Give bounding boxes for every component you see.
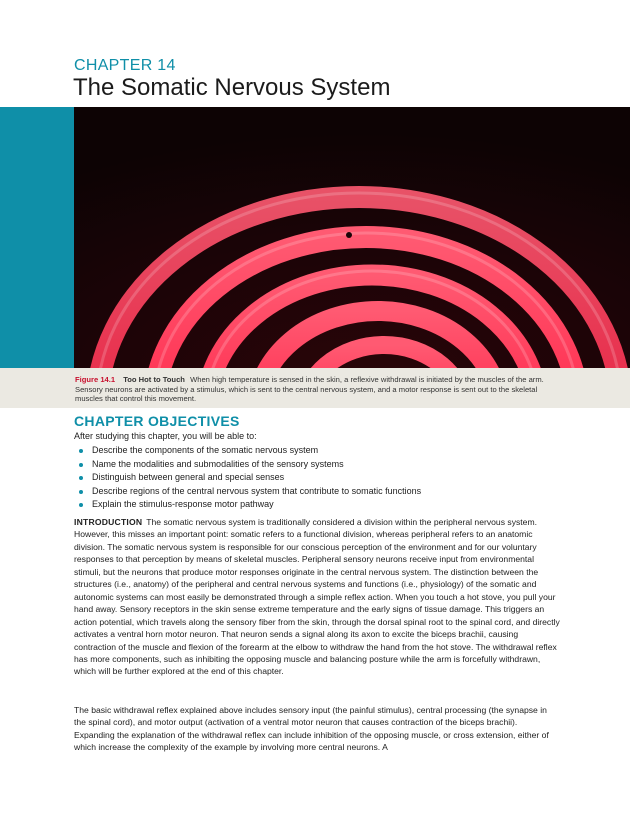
objective-text: Explain the stimulus-response motor pathway <box>92 499 274 509</box>
list-item <box>74 498 421 512</box>
bullet-icon <box>79 449 83 453</box>
bullet-icon <box>79 463 83 467</box>
objective-text: Describe the components of the somatic nervous system <box>92 445 319 455</box>
bullet-icon <box>79 503 83 507</box>
list-item <box>74 444 421 458</box>
introduction-paragraph-2: The basic withdrawal reflex explained above includes sensory input (the painful stimulus), central processing (the synapse in the spinal cord), and motor output (activation of a ventral motor neuron that causes contraction of the biceps brachii). Expanding the explanation of the withdrawal reflex can include inhibition of the opposing muscle, or cross extension, either of which increase the complexity of the example by involving more central neurons. A <box>74 705 549 753</box>
objectives-list <box>74 444 421 512</box>
coil-dark-spot <box>346 232 352 238</box>
figure-caption <box>75 375 555 404</box>
introduction-label: INTRODUCTION <box>74 517 143 527</box>
chapter-title: The Somatic Nervous System <box>73 74 391 101</box>
list-item <box>74 458 421 472</box>
objectives-intro: After studying this chapter, you will be able to: <box>74 431 257 441</box>
objective-text: Name the modalities and submodalities of the sensory systems <box>92 458 344 469</box>
list-item <box>74 485 421 499</box>
bullet-icon <box>79 490 83 494</box>
accent-band <box>0 107 74 368</box>
objective-text: Distinguish between general and special senses <box>92 472 285 482</box>
introduction-paragraph-1 <box>74 516 560 678</box>
figure-title: Too Hot to Touch <box>123 375 185 384</box>
list-item <box>74 471 421 485</box>
stove-coil-illustration <box>74 107 630 368</box>
objective-text: Describe regions of the central nervous system that contribute to somatic functions <box>92 485 422 496</box>
introduction-text-1: The somatic nervous system is traditionally considered a division within the peripheral nervous system. However, this misses an important point: somatic refers to a functional division, whereas peripheral refers to an anatomic division. The somatic nervous system is responsible for our conscious perception of the environment and for our voluntary responses to that perception by means of skeletal muscles. Peripheral sensory neurons receive input from environmental stimuli, but the neurons that produce motor responses originate in the central nervous system. The distinction between the structures (i.e., anatomy) of the peripheral and central nervous systems and functions (i.e., physiology) of the somatic and autonomic systems can most easily be demonstrated through a simple reflex action. When you touch a hot stove, you pull your hand away. Sensory receptors in the skin sense extreme temperature and the early signs of tissue damage. This triggers an action potential, which travels along the sensory fiber from the skin, through the dorsal spinal root to the spinal cord, and directly activates a ventral horn motor neuron. That neuron sends a signal along its axon to excite the biceps brachii, causing contraction of the muscle and flexion of the forearm at the elbow to withdraw the hand from the hot stove. The withdrawal reflex has more components, such as inhibiting the opposing muscle and balancing posture while the arm is forcefully withdrawn, which will be further explored at the end of this chapter. <box>74 517 560 677</box>
chapter-number: CHAPTER 14 <box>74 57 176 74</box>
figure-caption-text: When high temperature is sensed in the skin, a reflexive withdrawal is initiated by the muscles of the arm. Sensory neurons are activated by a stimulus, which is sent to the central nervous system, and a motor response is sent out to the skeletal muscles that control this movement. <box>75 375 544 404</box>
bullet-icon <box>79 476 83 480</box>
figure-number: Figure 14.1 <box>75 375 116 384</box>
objectives-heading: CHAPTER OBJECTIVES <box>74 413 240 429</box>
figure-image <box>74 107 630 368</box>
